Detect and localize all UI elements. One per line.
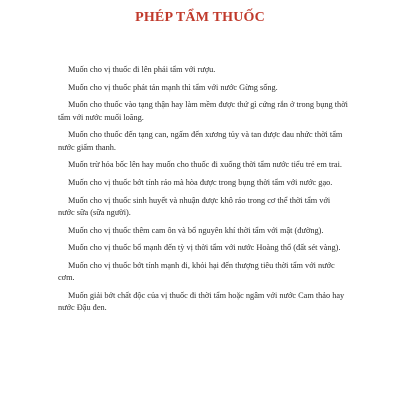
paragraph-ginger: Muốn cho vị thuốc phát tán mạnh thì tẩm với nước Gừng sống. bbox=[68, 82, 278, 92]
paragraph-rice-soup: Muốn cho vị thuốc bớt tính mạnh đi, khỏi hại đến thượng tiêu thời tẩm với nước cơm. bbox=[58, 260, 335, 283]
paragraph-milk: Muốn cho vị thuốc sinh huyết và nhuận được khô ráo trong cơ thể thời tẩm với nước sữa (sữa người). bbox=[58, 195, 331, 217]
paragraph-rice-water: Muốn cho vị thuốc bớt tính ráo mà hòa được trong bụng thời tẩm với nước gạo. bbox=[68, 177, 333, 187]
paragraph-honey: Muốn cho vị thuốc thêm cam ôn và bổ nguyên khí thời tẩm với mật (đường). bbox=[68, 225, 324, 235]
paragraph-yellow-earth: Muốn cho vị thuốc bổ mạnh đến tỳ vị thời tẩm với nước Hoàng thổ (đất sét vàng). bbox=[68, 243, 341, 253]
document-body bbox=[58, 64, 348, 320]
paragraph-vinegar: Muốn cho thuốc đến tạng can, ngấm đến xương tủy và tan được đau nhức thời tẩm nước giấm thanh. bbox=[58, 130, 343, 152]
paragraph-wine: Muốn cho vị thuốc đi lên phải tẩm với rượu. bbox=[68, 65, 216, 74]
paragraph-salt-water: Muốn cho thuốc vào tạng thận hay làm mềm được thứ gì cứng rắn ở trong bụng thời tẩm với nước muối loãng. bbox=[58, 100, 348, 122]
paragraph-child-urine: Muốn trừ hỏa bốc lên hay muốn cho thuốc đi xuống thời tẩm nước tiểu trẻ em trai. bbox=[68, 160, 342, 170]
paragraph-licorice: Muốn giải bớt chất độc của vị thuốc đi thời tẩm hoặc ngâm với nước Cam thảo hay nước Đậu đen. bbox=[58, 290, 345, 313]
page-title: PHÉP TẨM THUỐC bbox=[135, 10, 265, 25]
